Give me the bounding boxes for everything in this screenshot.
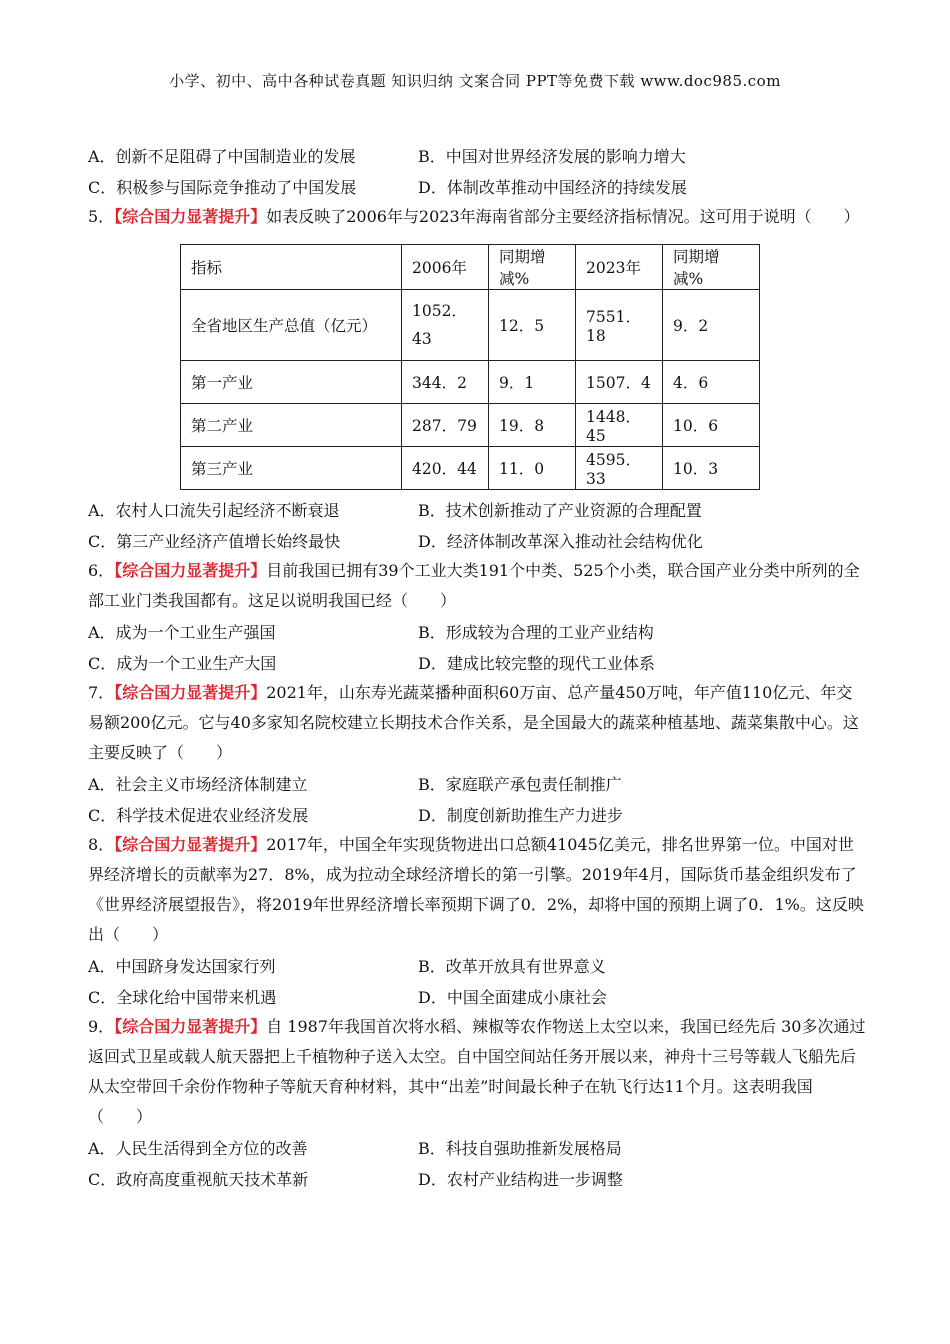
question-stem: 自 1987年我国首次将水稻、辣椒等农作物送上太空以来，我国已经先后 30多次通过返回式卫星或载人航天器把上千植物种子送入太空。自中国空间站任务开展以来，神舟十三号等载人飞船先后从太空带回千余份作物种子等航天育种材料，其中“出差”时间最长种子在轨飞行达11个月。这表明我国（ ）	[88, 1017, 866, 1126]
table-cell: 第三产业	[181, 447, 402, 490]
table-header-cell: 同期增减%	[663, 245, 760, 290]
table-cell: 1448．45	[576, 404, 663, 447]
option-d: D．经济体制改革深入推动社会结构优化	[418, 532, 703, 551]
option-a: A．社会主义市场经济体制建立	[88, 775, 308, 794]
table-cell: 全省地区生产总值（亿元）	[181, 290, 402, 361]
option-a: A．创新不足阻碍了中国制造业的发展	[88, 147, 356, 166]
table-cell: 1052．43	[402, 290, 489, 361]
option-b: B．形成较为合理的工业产业结构	[418, 623, 654, 642]
option-b: B．技术创新推动了产业资源的合理配置	[418, 501, 702, 520]
topic-tag: 【综合国力显著提升】	[114, 561, 267, 580]
table-header-cell: 2006年	[402, 245, 489, 290]
question-number: 7．	[88, 683, 115, 702]
table-header-cell: 指标	[181, 245, 402, 290]
option-a: A．中国跻身发达国家行列	[88, 957, 276, 976]
option-row	[88, 950, 868, 981]
table-cell: 1507．4	[576, 361, 663, 404]
option-a: A．农村人口流失引起经济不断衰退	[88, 501, 340, 520]
question-6	[88, 556, 868, 616]
table-cell: 9．1	[489, 361, 576, 404]
question-stem: 2017年，中国全年实现货物进出口总额41045亿美元，排名世界第一位。中国对世界经济增长的贡献率为27．8%，成为拉动全球经济增长的第一引擎。2019年4月，国际货币基金组织发布了《世界经济展望报告》，将2019年世界经济增长率预期下调了0．2%，却将中国的预期上调了0．1%。这反映出（ ）	[88, 835, 864, 944]
question-9	[88, 1012, 868, 1132]
option-c: C．积极参与国际竞争推动了中国发展	[88, 178, 357, 197]
table-row	[181, 404, 760, 447]
table-cell: 第一产业	[181, 361, 402, 404]
option-d: D．体制改革推动中国经济的持续发展	[418, 178, 687, 197]
economic-indicators-table	[180, 244, 760, 490]
option-c: C．全球化给中国带来机遇	[88, 988, 277, 1007]
table-cell: 12．5	[489, 290, 576, 361]
table-cell: 第二产业	[181, 404, 402, 447]
table-cell: 344．2	[402, 361, 489, 404]
question-stem: 如表反映了2006年与2023年海南省部分主要经济指标情况。这可用于说明（ ）	[266, 207, 860, 226]
table-row	[181, 447, 760, 490]
option-b: B．科技自强助推新发展格局	[418, 1139, 622, 1158]
table-cell: 4595．33	[576, 447, 663, 490]
table-cell: 7551．18	[576, 290, 663, 361]
table-cell: 10．3	[663, 447, 760, 490]
option-row	[88, 525, 868, 556]
table-header-cell: 同期增减%	[489, 245, 576, 290]
option-c: C．第三产业经济产值增长始终最快	[88, 532, 341, 551]
option-d: D．制度创新助推生产力进步	[418, 806, 623, 825]
table-cell: 4．6	[663, 361, 760, 404]
option-row	[88, 494, 868, 525]
option-row	[88, 768, 868, 799]
table-header-cell: 2023年	[576, 245, 663, 290]
topic-tag: 【综合国力显著提升】	[114, 683, 267, 702]
question-8	[88, 830, 868, 950]
question-stem: 目前我国已拥有39个工业大类191个中类、525个小类，联合国产业分类中所列的全部工业门类我国都有。这足以说明我国已经（ ）	[88, 561, 860, 610]
option-d: D．建成比较完整的现代工业体系	[418, 654, 655, 673]
table-cell: 9．2	[663, 290, 760, 361]
question-number: 8．	[88, 835, 115, 854]
option-row	[88, 1163, 868, 1194]
exam-content	[88, 140, 868, 1194]
option-row	[88, 171, 868, 202]
option-b: B．改革开放具有世界意义	[418, 957, 606, 976]
question-number: 5．	[88, 207, 115, 226]
table-row	[181, 361, 760, 404]
question-number: 9．	[88, 1017, 115, 1036]
option-a: A．成为一个工业生产强国	[88, 623, 276, 642]
option-row	[88, 1132, 868, 1163]
page-header: 小学、初中、高中各种试卷真题 知识归纳 文案合同 PPT等免费下载 www.doc985.com	[169, 72, 781, 90]
option-row	[88, 140, 868, 171]
table-row	[181, 290, 760, 361]
option-c: C．成为一个工业生产大国	[88, 654, 277, 673]
table-cell: 287．79	[402, 404, 489, 447]
option-row	[88, 647, 868, 678]
option-d: D．农村产业结构进一步调整	[418, 1170, 623, 1189]
table-cell: 420．44	[402, 447, 489, 490]
option-row	[88, 981, 868, 1012]
option-b: B．家庭联产承包责任制推广	[418, 775, 622, 794]
table-cell: 19．8	[489, 404, 576, 447]
topic-tag: 【综合国力显著提升】	[114, 835, 267, 854]
table-header-row	[181, 245, 760, 290]
option-c: C．政府高度重视航天技术革新	[88, 1170, 309, 1189]
option-c: C．科学技术促进农业经济发展	[88, 806, 309, 825]
option-b: B．中国对世界经济发展的影响力增大	[418, 147, 686, 166]
option-row	[88, 799, 868, 830]
topic-tag: 【综合国力显著提升】	[114, 1017, 267, 1036]
option-a: A．人民生活得到全方位的改善	[88, 1139, 308, 1158]
table-cell: 10．6	[663, 404, 760, 447]
question-7	[88, 678, 868, 768]
question-5	[88, 202, 868, 232]
topic-tag: 【综合国力显著提升】	[114, 207, 267, 226]
table-cell: 11．0	[489, 447, 576, 490]
question-stem: 2021年，山东寿光蔬菜播种面积60万亩、总产量450万吨，年产值110亿元、年交易额200亿元。它与40多家知名院校建立长期技术合作关系，是全国最大的蔬菜种植基地、蔬菜集散中心。这主要反映了（ ）	[88, 683, 859, 762]
option-d: D．中国全面建成小康社会	[418, 988, 607, 1007]
question-number: 6．	[88, 561, 115, 580]
option-row	[88, 616, 868, 647]
